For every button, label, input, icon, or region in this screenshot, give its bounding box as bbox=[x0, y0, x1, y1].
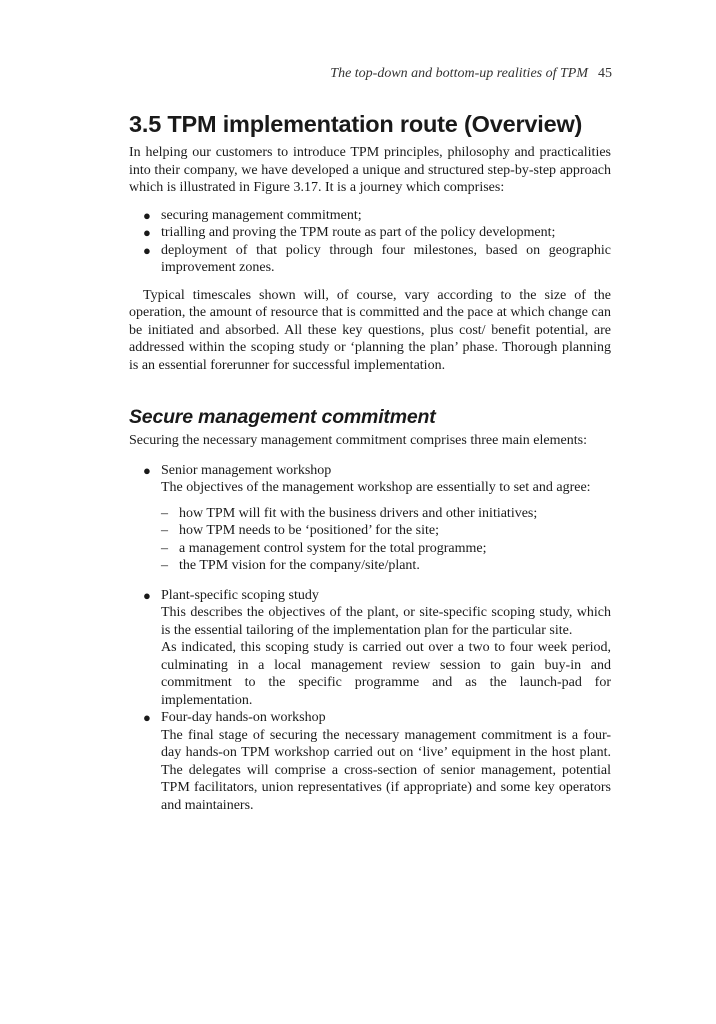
dash-icon: – bbox=[161, 523, 168, 538]
list-item: ● securing management commitment; bbox=[143, 207, 362, 223]
bullet-icon: ● bbox=[143, 462, 151, 478]
elements-list bbox=[141, 462, 611, 815]
list-item: ● deployment of that policy through four milestones, based on geographic improvement zones. bbox=[143, 242, 611, 275]
timescales-paragraph: Typical timescales shown will, of course, vary according to the size of the operation, the amount of resource that is committed and the pace at which change can be initiated and absorbed. All these key questions, plus cost/ benefit potential, are addressed within the scoping study or ‘planning the plan’ phase. Thorough planning is an essential forerunner for successful implementation. bbox=[129, 287, 611, 373]
list-item: – a management control system for the total programme; bbox=[161, 540, 487, 556]
running-head bbox=[330, 66, 612, 82]
subsection-title: Secure management commitment bbox=[129, 406, 436, 428]
dash-list bbox=[161, 505, 611, 575]
bullet-icon: ● bbox=[143, 225, 151, 240]
bullet-icon: ● bbox=[143, 710, 151, 725]
bullet-icon: ● bbox=[143, 207, 151, 223]
bullet-icon: ● bbox=[143, 242, 151, 258]
section-title: 3.5 TPM implementation route (Overview) bbox=[129, 111, 583, 137]
dash-icon: – bbox=[161, 505, 168, 521]
list-item bbox=[141, 587, 611, 710]
list-item bbox=[141, 709, 611, 814]
element-title: Plant-specific scoping study bbox=[161, 587, 319, 603]
element-text-continued: As indicated, this scoping study is carried out over a two to four week period, culminating in a local management review session to gain buy-in and commitment to the specific programme and as the launch-pad for implementation. bbox=[161, 640, 611, 708]
intro-bullet-list bbox=[141, 207, 611, 277]
dash-icon: – bbox=[161, 540, 168, 556]
element-title: Four-day hands-on workshop bbox=[161, 710, 326, 725]
list-item bbox=[141, 462, 611, 575]
page-number: 45 bbox=[598, 66, 612, 81]
subsection-intro: Securing the necessary management commitment comprises three main elements: bbox=[129, 433, 587, 448]
list-item: – how TPM needs to be ‘positioned’ for the site; bbox=[161, 523, 439, 538]
bullet-icon: ● bbox=[143, 587, 151, 603]
element-text: This describes the objectives of the plant, or site-specific scoping study, which is the essential tailoring of the implementation plan for the particular site. bbox=[161, 605, 611, 638]
element-text: The objectives of the management workshop are essentially to set and agree: bbox=[161, 480, 591, 495]
running-head-title: The top-down and bottom-up realities of TPM bbox=[330, 66, 588, 81]
element-title: Senior management workshop bbox=[161, 462, 332, 478]
dash-icon: – bbox=[161, 558, 168, 573]
list-item: – how TPM will fit with the business drivers and other initiatives; bbox=[161, 505, 538, 521]
list-item: ● trialling and proving the TPM route as part of the policy development; bbox=[143, 225, 556, 240]
element-text: The final stage of securing the necessary management commitment is a four-day hands-on TPM workshop carried out on ‘live’ equipment in the host plant. The delegates will comprise a cross-section of senior management, potential TPM facilitators, union representatives (if appropriate) and some key operators and maintainers. bbox=[161, 727, 611, 813]
list-item: – the TPM vision for the company/site/plant. bbox=[161, 558, 420, 573]
page-content bbox=[129, 108, 611, 824]
intro-paragraph: In helping our customers to introduce TPM principles, philosophy and practicalities into their company, we have developed a unique and structured step-by-step approach which is illustrated in Figure 3.17. It is a journey which comprises: bbox=[129, 145, 611, 195]
